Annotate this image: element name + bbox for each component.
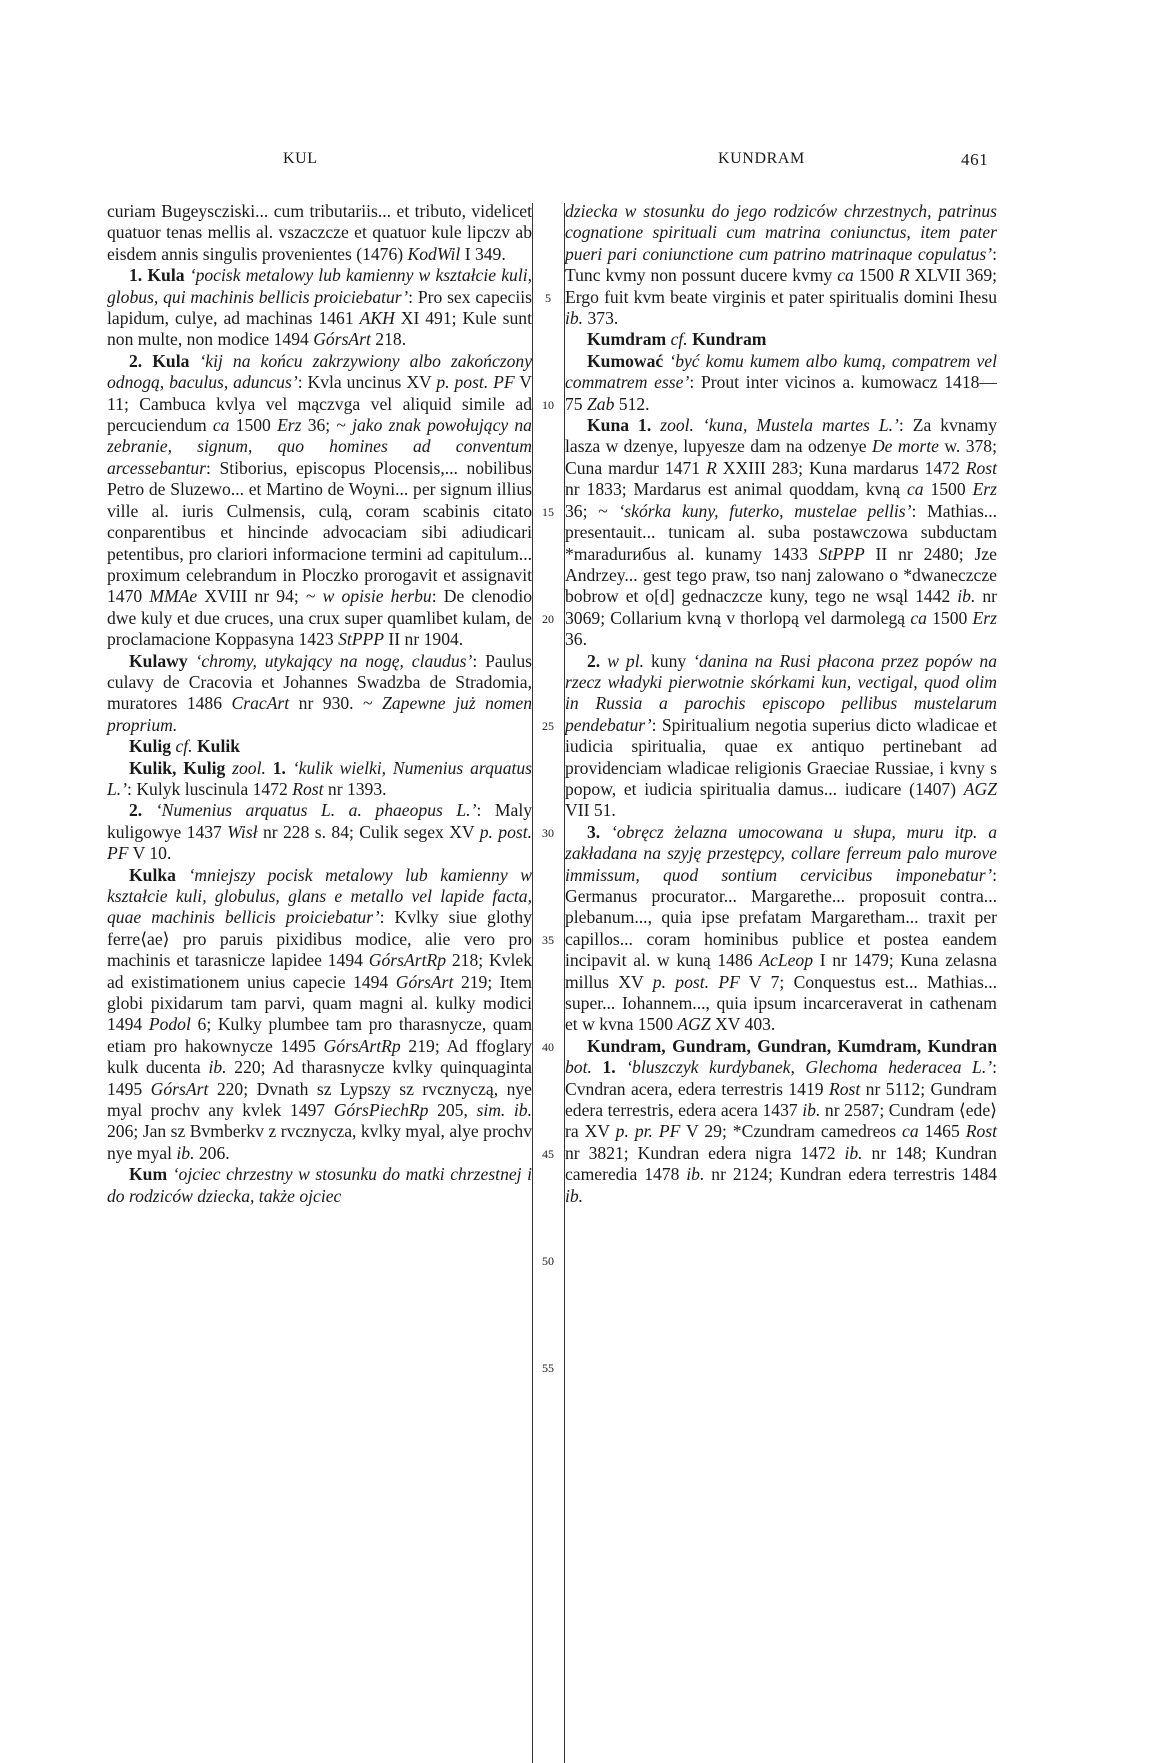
line-number: 30 bbox=[542, 825, 554, 840]
right-entry: 3. ‘obręcz żelazna umocowana u słupa, muru itp. a zakładana na szyję przestępcy, collare ferreum palo murove immissum, quod sontium cervicibus imponebatur’: Germanus procurator... Margarethe... proposuit contra... plebanum..., quia ipse prefatam Margaretham... traxit per capillos... coram hominibus publice et postea eandem incipavit al. w kuną 1486 AcLeop I nr 1479; Kuna zelasna millus XV p. post. PF V 7; Conquestus est... Mathias... super... Iohannem..., quia ipsum incarceraverat in cathenam et w kvna 1500 AGZ XV 403. bbox=[565, 821, 998, 1035]
right-entry: Kundram, Gundram, Gundran, Kumdram, Kundran bot. 1. ‘bluszczyk kurdybanek, Glechoma hederacea L.’: Cvndran acera, edera terrestris 1419 Rost nr 5112; Gundram edera terrestris, edera acera 1437 ib. nr 2587; Cundram ⟨ede⟩ra XV p. pr. PF V 29; *Czundram camedreos ca 1465 Rost nr 3821; Kundran edera nigra 1472 ib. nr 148; Kundran cameredia 1478 ib. nr 2124; Kundran edera terrestris 1484 ib. bbox=[565, 1035, 998, 1206]
right-entry: Kuna 1. zool. ‘kuna, Mustela martes L.’: Za kvnamy lasza w dzenye, lupyesze dam na odzenye De morte w. 378; Cuna mardur 1471 R XXIII 283; Kuna mardarus 1472 Rost nr 1833; Mardarus est animal quoddam, kvną ca 1500 Erz 36; ~ ‘skórka kuny, futerko, mustelae pellis’: Mathias... presentauit... tunicam al. suba postawczowa subductam *maradurибus al. kunamy 1433 StPPP II nr 2480; Jze Andrzey... gest tego praw, tso nanj zalowano o *dwaneczcze bobrow et o[d] gednaczcze kuny, tego ne wsąl 1442 ib. nr 3069; Collarium kvną v thorlopą vel darmolegą ca 1500 Erz 36. bbox=[565, 415, 998, 650]
right-entry: Kumdram cf. Kundram bbox=[587, 329, 767, 350]
line-number: 10 bbox=[542, 397, 554, 412]
left-entry: 2. Kula ‘kij na końcu zakrzywiony albo zakończony odnogą, baculus, aduncus’: Kvla uncinus XV p. post. PF V 11; Cambuca kvlya vel mączvga vel aliquid simile ad percuciendum ca 1500 Erz 36; ~ jako znak powołujący na zebranie, signum, quo homines ad conventum arcessebantur: Stiborius, episcopus Plocensis,... nobilibus Petro de Sluzewo... et Martino de Woyni... per signum illius ville al. iuris Culmensis, culą, coram scabinis citato conparentibus et hincinde advocaciam sibi adiudicari petentibus, pro clariori informacione termini ad capitulum... proximum celebrandum in Ploczko prorogavit et assignavit 1470 MMAe XVIII nr 94; ~ w opisie herbu: De clenodio dwe kuly et due cruces, una crux super quamlibet kulam, de proclamacione Koppasyna 1423 StPPP II nr 1904. bbox=[107, 350, 533, 650]
right-column bbox=[565, 201, 997, 1207]
line-number: 45 bbox=[542, 1146, 554, 1161]
line-number: 15 bbox=[542, 504, 554, 519]
line-number: 5 bbox=[545, 290, 551, 305]
right-running-head: KUNDRAM bbox=[718, 150, 805, 167]
line-number: 20 bbox=[542, 611, 554, 626]
right-entry: Kumować ‘być komu kumem albo kumą, compatrem vel commatrem esse’: Prout inter vicinos a. kumowacz 1418—75 Zab 512. bbox=[565, 350, 998, 414]
left-entry: curiam Bugeyscziski... cum tributariis... et tributo, videlicet quatuor tenas mellis al. vszaczcze et quatuor kule lipczv ab eisdem annis singulis provenientes (1476) KodWil I 349. bbox=[107, 201, 532, 264]
right-entry: dziecka w stosunku do jego rodziców chrzestnych, patrinus cognatione spirituali cum matrina coniunctus, item pater pueri pari coniunctione cum patrino matrinaque copulatus’: Tunc kvmy non possunt ducere kvmy ca 1500 R XLVII 369; Ergo fuit kvm beate virginis et pater spiritualis domini Ihesu ib. 373. bbox=[565, 201, 997, 329]
line-number: 40 bbox=[542, 1039, 554, 1054]
left-entry: 2. ‘Numenius arquatus L. a. phaeopus L.’: Maly kuligowye 1437 Wisł nr 228 s. 84; Culik segex XV p. post. PF V 10. bbox=[107, 800, 533, 864]
column-rule-left bbox=[532, 203, 533, 1763]
left-entry: Kulik, Kulig zool. 1. ‘kulik wielki, Numenius arquatus L.’: Kulyk luscinula 1472 Rost nr 1393. bbox=[107, 757, 533, 799]
line-number: 25 bbox=[542, 718, 554, 733]
running-header bbox=[0, 150, 1162, 174]
left-column bbox=[107, 201, 532, 1207]
line-number: 55 bbox=[542, 1360, 554, 1375]
left-entry: Kulig cf. Kulik bbox=[129, 736, 240, 757]
left-running-head: KUL bbox=[283, 150, 318, 167]
left-entry: Kulawy ‘chromy, utykający na nogę, claudus’: Paulus culavy de Cracovia et Johannes Swadzba de Stradomia, muratores 1486 CracArt nr 930. ~ Zapewne już nomen proprium. bbox=[107, 650, 532, 735]
right-entry: 2. w pl. kuny ‘danina na Rusi płacona przez popów na rzecz władyki pierwotnie skórkami kun, vectigal, quod olim in Russia a parochis episcopo pellibus mustelarum pendebatur’: Spiritualium negotia superius dicto wladicae et iudicia spiritualia, quae ex antiquo pertinebant ad providenciam wladicae religionis Graeciae Russiae, i kvny s popow, et iudicia spiritualia damus... iudicare (1407) AGZ VII 51. bbox=[565, 650, 998, 821]
page-number: 461 bbox=[961, 150, 989, 169]
left-entry: Kulka ‘mniejszy pocisk metalowy lub kamienny w kształcie kuli, globulus, glans e metallo vel lapide facta, quae machinis bellicis proiciebatur’: Kvlky siue glothy ferre⟨ae⟩ pro paruis pixidibus modice, alie vero pro machinis et tarasnicze lapidee 1494 GórsArtRp 218; Kvlek ad existimationem unius capecie 1494 GórsArt 219; Item globi pixidarum tam parvi, quam magni al. kulky modici 1494 Podol 6; Kulky plumbee tam pro tharasnycze, quam etiam pro hakownycze 1495 GórsArtRp 219; Ad ffoglary kulk ducenta ib. 220; Ad tharasnycze kvlky quinquaginta 1495 GórsArt 220; Dvnath sz Lypszy sz rvcznyczą, nye myal prochv any kvlek 1497 GórsPiechRp 205, sim. ib. 206; Jan sz Bvmberkv z rvcznycza, kvlky myal, alye prochv nye myal ib. 206. bbox=[107, 864, 533, 1163]
line-number: 35 bbox=[542, 932, 554, 947]
left-entry: 1. Kula ‘pocisk metalowy lub kamienny w kształcie kuli, globus, qui machinis bellicis proiciebatur’: Pro sex capeciis lapidum, culye, ad machinas 1461 AKH XI 491; Kule sunt non multe, non modice 1494 GórsArt 218. bbox=[107, 265, 532, 350]
left-entry: Kum ‘ojciec chrzestny w stosunku do matki chrzestnej i do rodziców dziecka, także ojciec bbox=[107, 1164, 532, 1206]
line-number: 50 bbox=[542, 1253, 554, 1268]
